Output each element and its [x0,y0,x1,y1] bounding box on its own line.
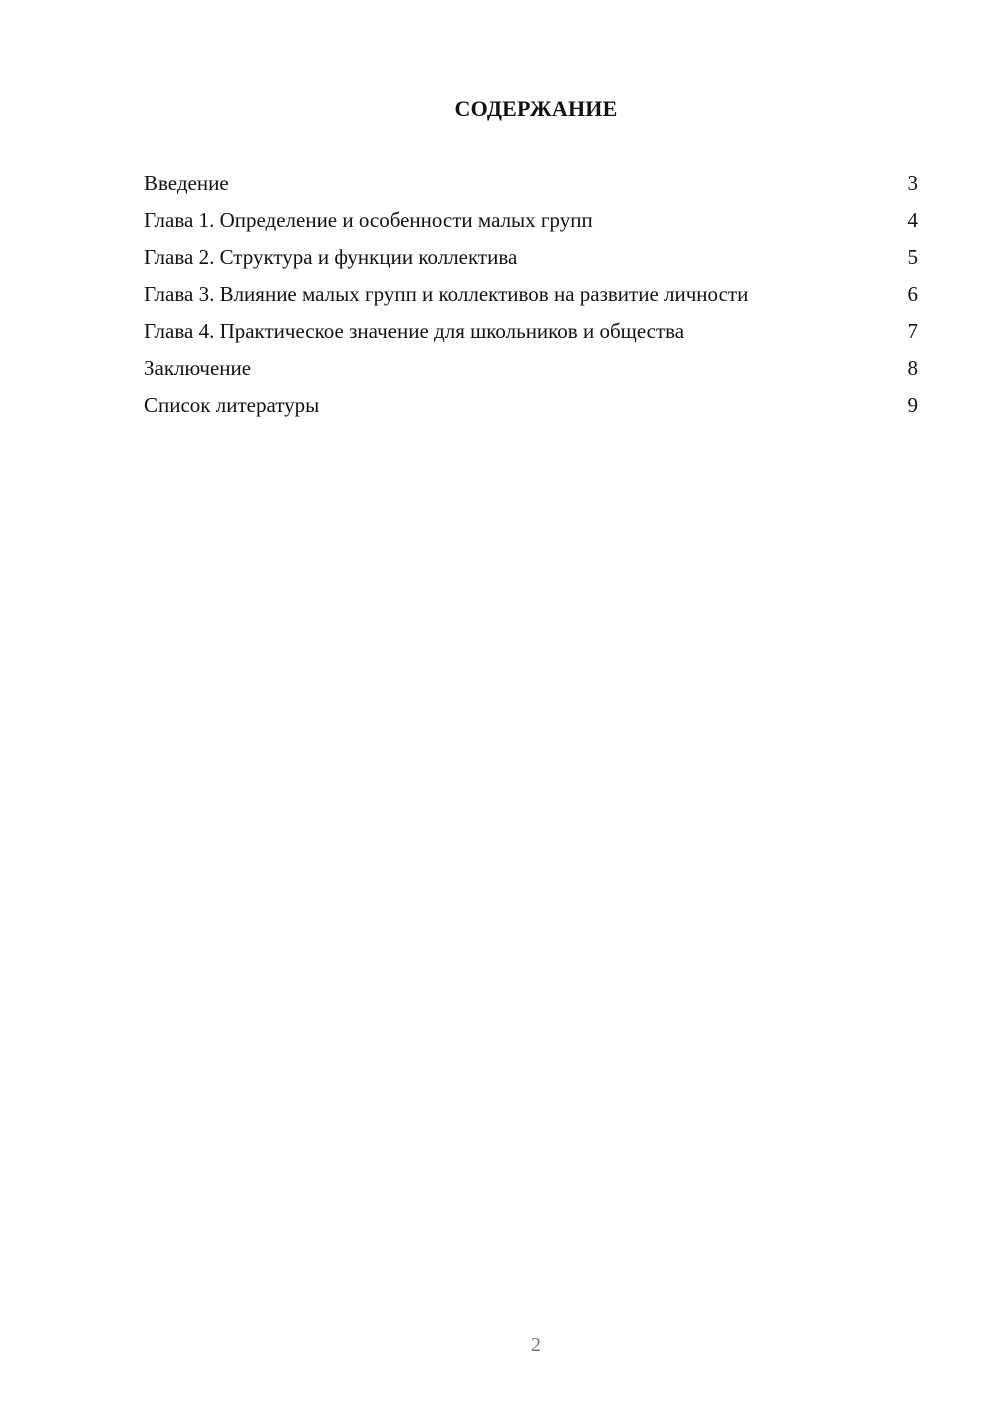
toc-entry-chapter-3 [144,281,918,307]
toc-entry-page: 6 [907,282,918,306]
toc-entry-page: 3 [907,171,918,195]
toc-entry-page: 4 [907,208,918,232]
toc-entry-label: Глава 3. Влияние малых групп и коллективов на развитие личности [144,282,749,306]
toc-entry-label: Список литературы [144,393,320,417]
toc-entry-conclusion [144,355,918,381]
toc-entry-label: Заключение [144,356,252,380]
toc-entry-label: Введение [144,171,229,195]
toc-entry-page: 7 [907,319,918,343]
toc-entry-label: Глава 4. Практическое значение для школьников и общества [144,319,685,343]
toc-entry-chapter-4 [144,318,918,344]
toc-entry-chapter-1 [144,207,918,233]
toc-entry-page: 5 [907,245,918,269]
toc-entry-page: 9 [907,393,918,417]
toc-entry-introduction [144,170,918,196]
toc-entry-label: Глава 2. Структура и функции коллектива [144,245,518,269]
toc-entry-page: 8 [907,356,918,380]
page-title: СОДЕРЖАНИЕ [454,96,618,121]
page-number: 2 [531,1334,541,1356]
toc-entry-label: Глава 1. Определение и особенности малых групп [144,208,593,232]
toc-entry-chapter-2 [144,244,918,270]
toc-entry-references [144,392,918,418]
table-of-contents [144,170,918,429]
